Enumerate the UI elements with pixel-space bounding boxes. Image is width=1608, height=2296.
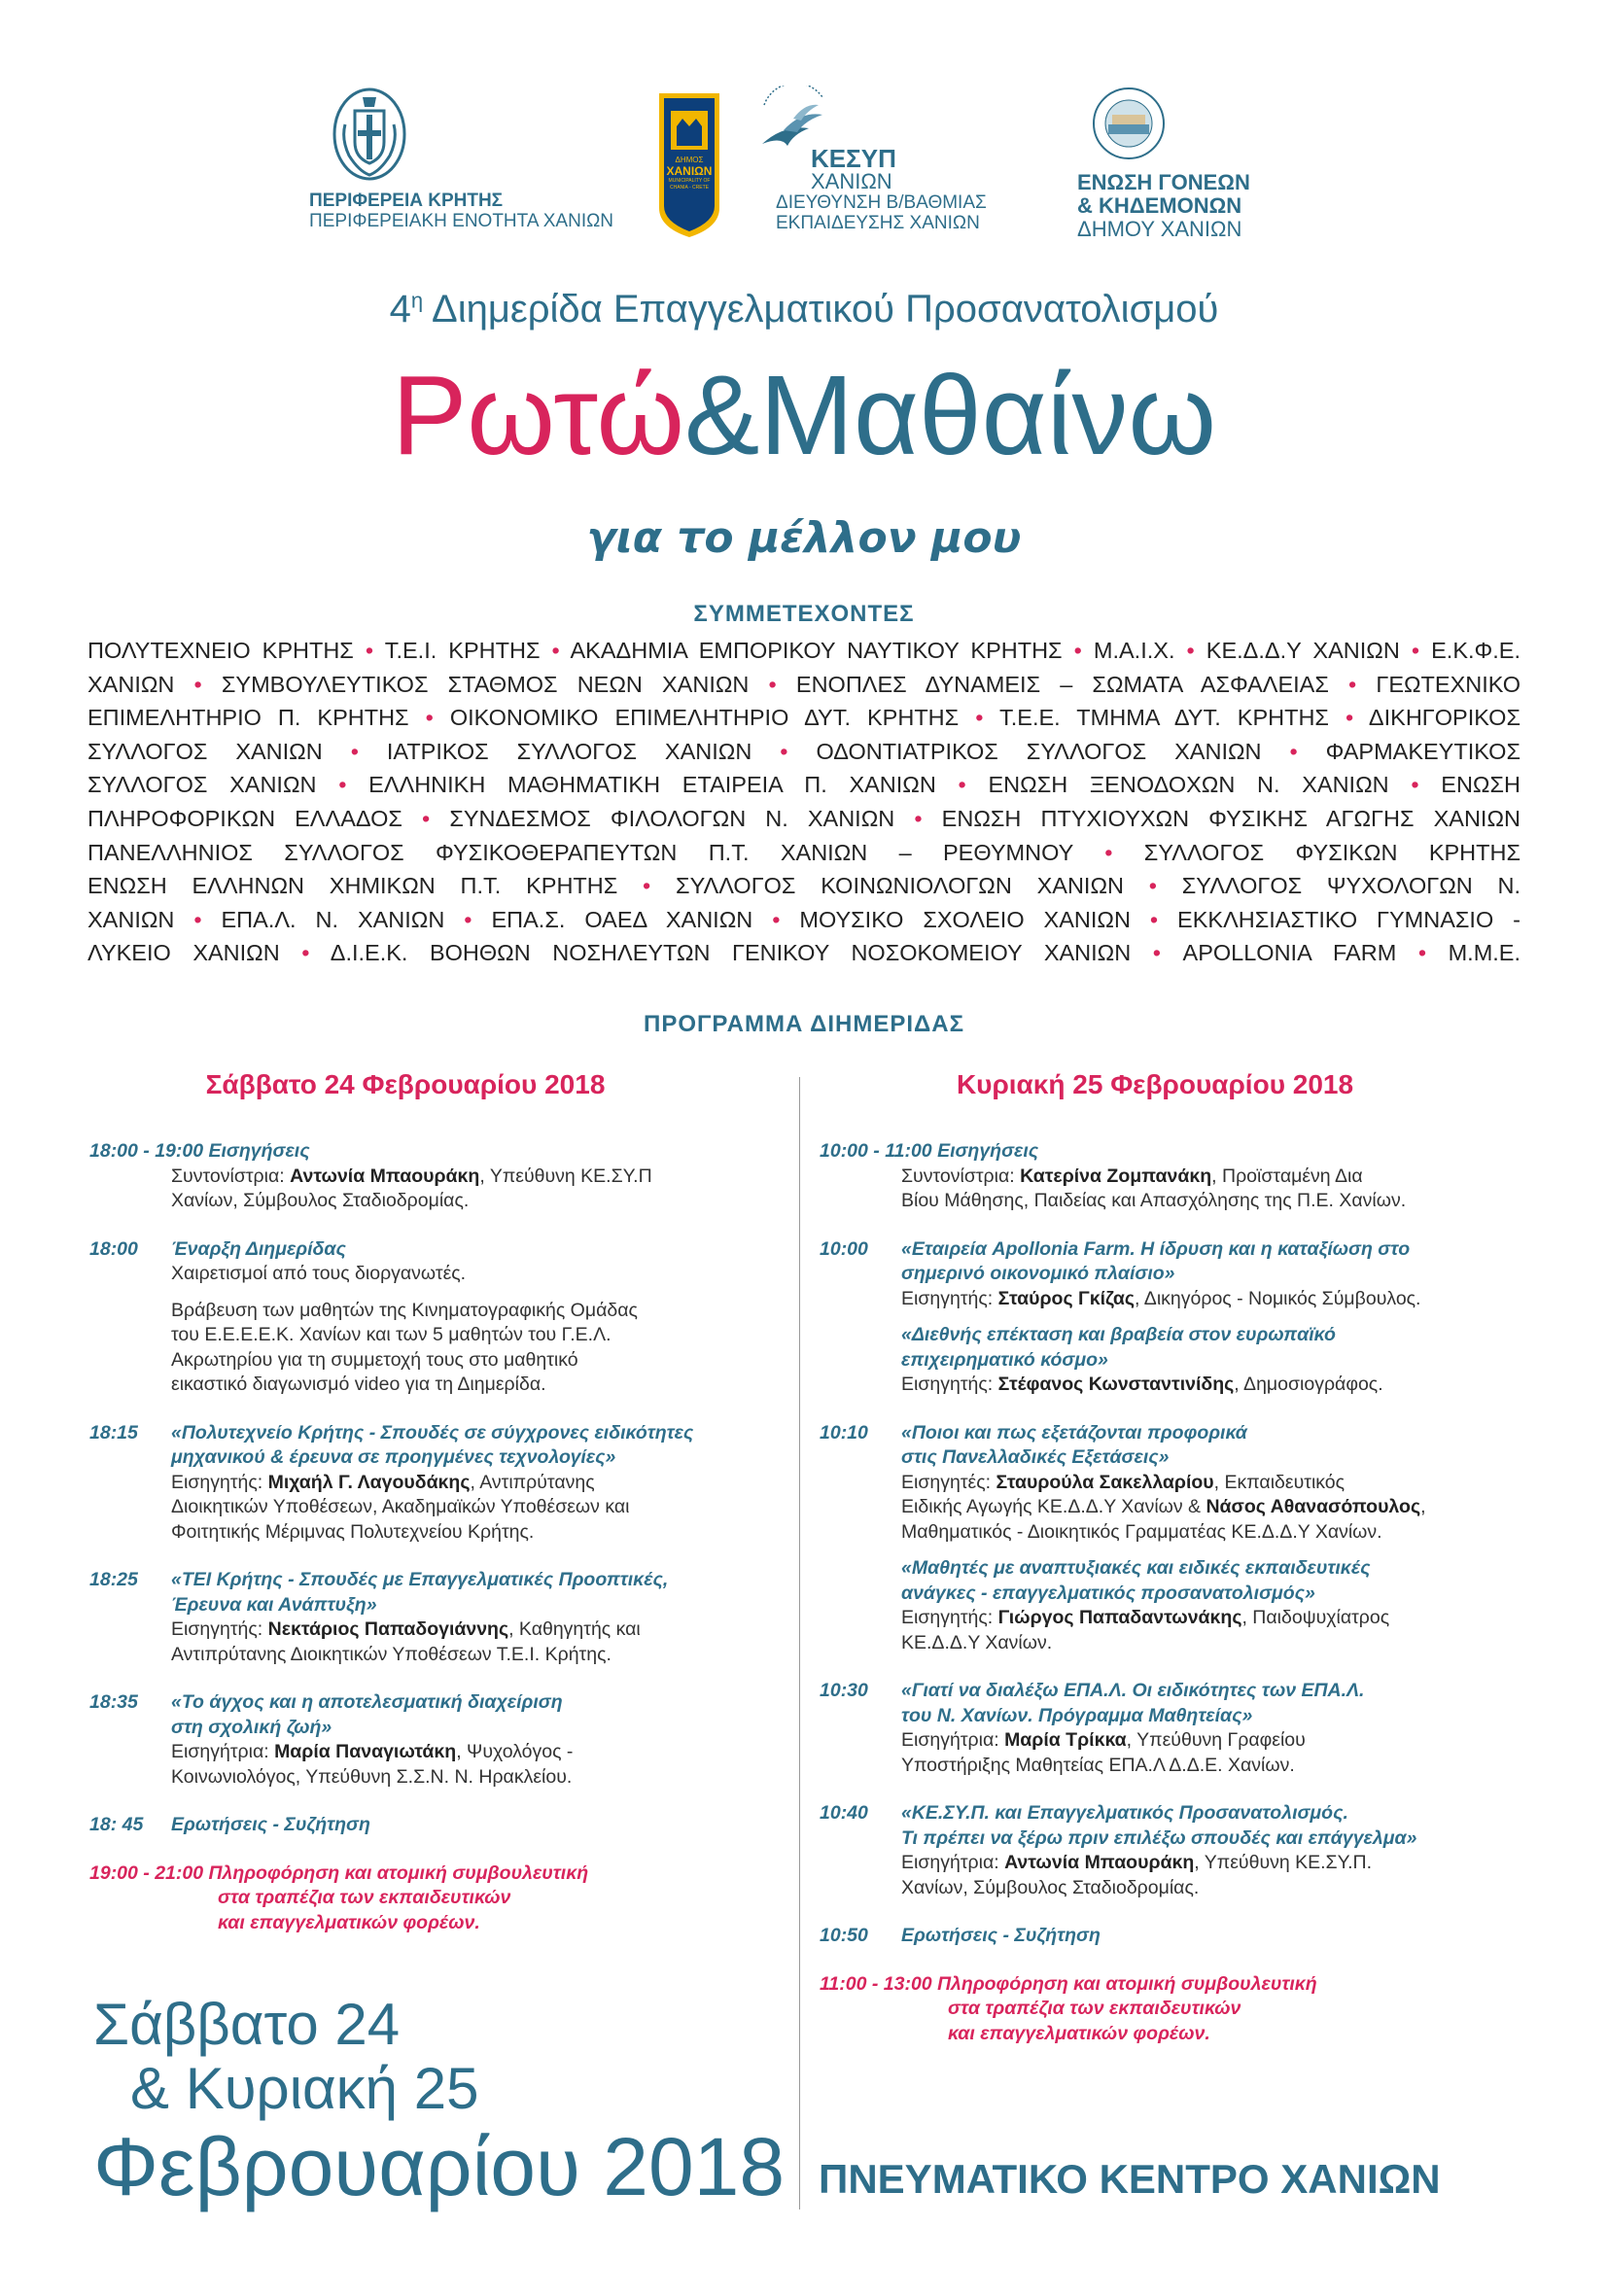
item-title: Έρευνα και Ανάπτυξη»	[171, 1593, 377, 1616]
bullet-separator: •	[464, 906, 472, 932]
item-title: στα τραπέζια των εκπαιδευτικών	[948, 1998, 1241, 2019]
role-label: Εισηγήτρια:	[901, 1852, 1005, 1873]
bullet-separator: •	[1411, 772, 1419, 798]
bullet-separator: •	[1186, 638, 1195, 663]
program-item	[820, 1801, 1490, 1900]
greek-coat-of-arms-icon	[332, 86, 407, 183]
bullet-separator: •	[1148, 873, 1157, 899]
program-item	[89, 1568, 721, 1667]
program-item	[820, 1924, 1490, 1949]
item-title: Πληροφόρηση και ατομική συμβουλευτική	[208, 1861, 589, 1884]
bullet-separator: •	[1348, 671, 1357, 697]
item-time: 11:00 - 13:00	[820, 1972, 932, 1995]
role-label: Εισηγητές:	[901, 1471, 996, 1493]
item-title: σημερινό οικονομικό πλαίσιο»	[901, 1263, 1175, 1284]
bullet-separator: •	[1345, 705, 1354, 731]
bullet-separator: •	[421, 805, 431, 831]
bullet-separator: •	[301, 940, 310, 966]
role-label: Εισηγήτρια:	[171, 1741, 275, 1762]
program-item	[820, 1237, 1490, 1398]
item-time: 10:50	[820, 1925, 868, 1946]
item-title: Ερωτήσεις - Συζήτηση	[171, 1814, 370, 1835]
item-title: «Μαθητές με αναπτυξιακές και ειδικές εκπαιδευτικές	[901, 1557, 1371, 1579]
item-title: «Γιατί να διαλέξω ΕΠΑ.Λ. Οι ειδικότητες των ΕΠΑ.Λ.	[901, 1680, 1365, 1701]
speaker-role-cont: Κοινωνιολόγος, Υπεύθυνη Σ.Σ.Ν. Ν. Ηρακλείου.	[171, 1765, 573, 1788]
bullet-separator: •	[1104, 839, 1113, 865]
item-title: Τι πρέπει να ξέρω πριν επιλέξω σπουδές και επάγγελμα»	[901, 1826, 1417, 1849]
speaker-name: Σταύρος Γκίζας	[997, 1287, 1136, 1309]
item-title: Ερωτήσεις - Συζήτηση	[901, 1925, 1101, 1946]
participants-line: ΠΟΛΥΤΕΧΝΕΙΟ ΚΡΗΤΗΣ • Τ.Ε.Ι. ΚΡΗΤΗΣ • ΑΚΑΔΗΜΙΑ ΕΜΠΟΡΙΚΟΥ ΝΑΥΤΙΚΟΥ ΚΡΗΤΗΣ • Μ.Α.Ι.Χ. • ΚΕ.Δ.Δ.Υ ΧΑΝΙΩΝ • Ε.Κ.Φ.Ε.	[87, 638, 1521, 663]
speaker-role-cont: Φοιτητικής Μέριμνας Πολυτεχνείου Κρήτης.	[171, 1520, 535, 1543]
role-label: Εισηγητής:	[901, 1607, 998, 1628]
speaker-role: , Υπεύθυνη Γραφείου	[1126, 1729, 1306, 1751]
speaker-name: Μαρία Παναγιωτάκη	[274, 1741, 457, 1762]
item-time: 18:00	[89, 1237, 138, 1260]
tagline: για το μέλλον μου	[586, 513, 1022, 563]
bullet-separator: •	[1417, 940, 1427, 966]
day1-title: Σάββατο 24 Φεβρουαρίου 2018	[205, 1069, 606, 1099]
event-name: Διημερίδα Επαγγελματικού Προσανατολισμού	[423, 288, 1219, 330]
bullet-separator: •	[1411, 638, 1420, 663]
item-title: στις Πανελλαδικές Εξετάσεις»	[901, 1446, 1170, 1468]
date-line-2: & Κυριακή 25	[130, 2056, 479, 2121]
parents-union-line3: ΔΗΜΟΥ ΧΑΝΙΩΝ	[1077, 217, 1242, 241]
chania-name: ΧΑΝΙΩΝ	[666, 164, 713, 178]
speaker-role: , Υπεύθυνη ΚΕ.ΣΥ.Π	[479, 1165, 652, 1187]
item-title: «Πολυτεχνείο Κρήτης - Σπουδές σε σύγχρονες ειδικότητες	[171, 1421, 694, 1444]
participants-list	[87, 634, 1521, 970]
speaker-role: ,	[1420, 1496, 1426, 1517]
speaker-name: Αντωνία Μπαουράκη	[290, 1165, 480, 1187]
bullet-separator: •	[768, 671, 777, 697]
item-time: 18:35	[89, 1691, 138, 1713]
speaker-name: Αντωνία Μπαουράκη	[1004, 1852, 1195, 1873]
program-item	[89, 1421, 721, 1546]
speaker-name: Μαρία Τρίκκα	[1004, 1729, 1127, 1751]
date-line-3: Φεβρουαρίου 2018	[93, 2121, 786, 2212]
speaker-name: Κατερίνα Ζομπανάκη	[1020, 1165, 1212, 1187]
item-time: 18:00 - 19:00	[89, 1140, 204, 1162]
item-text: Ακρωτηρίου για τη συμμετοχή τους στο μαθητικό	[171, 1348, 578, 1371]
bullet-separator: •	[193, 906, 202, 932]
bullet-separator: •	[365, 638, 374, 663]
speaker-role: , Υπεύθυνη ΚΕ.ΣΥ.Π.	[1194, 1852, 1373, 1873]
program-item	[89, 1813, 721, 1838]
day1-column	[89, 1069, 721, 1959]
item-title: Εισηγήσεις	[208, 1140, 310, 1162]
program-item	[820, 1972, 1490, 2047]
bullet-separator: •	[780, 738, 788, 764]
bullet-separator: •	[338, 772, 347, 798]
bullet-separator: •	[193, 671, 202, 697]
speaker-role: , Δημοσιογράφος.	[1234, 1374, 1383, 1395]
day2-column	[820, 1069, 1490, 2070]
participants-line: ΠΑΝΕΛΛΗΝΙΟΣ ΣΥΛΛΟΓΟΣ ΦΥΣΙΚΟΘΕΡΑΠΕΥΤΩΝ Π.Τ. ΧΑΝΙΩΝ – ΡΕΘΥΜΝΟΥ • ΣΥΛΛΟΓΟΣ ΦΥΣΙΚΩΝ ΚΡΗΤΗΣ	[87, 839, 1521, 865]
program-item	[89, 1139, 721, 1214]
role-label: Εισηγήτρια:	[901, 1729, 1005, 1751]
speaker-name: Μιχαήλ Γ. Λαγουδάκης	[267, 1471, 471, 1493]
program-item	[820, 1679, 1490, 1778]
speaker-role-cont: Μαθηματικός - Διοικητικός Γραμματέας ΚΕ.Δ.Δ.Υ Χανίων.	[901, 1520, 1382, 1543]
participants-line: ΣΥΛΛΟΓΟΣ ΧΑΝΙΩΝ • ΙΑΤΡΙΚΟΣ ΣΥΛΛΟΓΟΣ ΧΑΝΙΩΝ • ΟΔΟΝΤΙΑΤΡΙΚΟΣ ΣΥΛΛΟΓΟΣ ΧΑΝΙΩΝ • ΦΑΡΜΑΚΕΥΤΙΚΟΣ	[87, 738, 1521, 764]
speaker-role: , Καθηγητής και	[508, 1618, 641, 1640]
item-time: 10:00 - 11:00	[820, 1140, 932, 1162]
crete-unit-name: ΠΕΡΙΦΕΡΕΙΑΚΗ ΕΝΟΤΗΤΑ ΧΑΝΙΩΝ	[309, 211, 614, 231]
item-text: Χαιρετισμοί από τους διοργανωτές.	[171, 1263, 467, 1284]
bullet-separator: •	[914, 805, 923, 831]
chania-dimos: ΔΗΜΟΣ	[675, 156, 704, 164]
participants-heading: ΣΥΜΜΕΤΕΧΟΝΤΕΣ	[693, 601, 915, 627]
bullet-separator: •	[772, 906, 781, 932]
edition-number: 4	[389, 288, 411, 330]
item-title: «Ποιοι και πως εξετάζονται προφορικά	[901, 1421, 1247, 1444]
item-text: εικαστικό διαγωνισμό video για τη Διημερίδα.	[171, 1374, 546, 1395]
speaker-name: Σταυρούλα Σακελλαρίου	[996, 1471, 1214, 1493]
bullet-separator: •	[975, 705, 984, 731]
role-label: Εισηγητής:	[901, 1287, 998, 1309]
role-label: Συντονίστρια:	[171, 1165, 291, 1187]
role-label: Εισηγητής:	[171, 1471, 268, 1493]
participants-line: ΕΝΩΣΗ ΕΛΛΗΝΩΝ ΧΗΜΙΚΩΝ Π.Τ. ΚΡΗΤΗΣ • ΣΥΛΛΟΓΟΣ ΚΟΙΝΩΝΙΟΛΟΓΩΝ ΧΑΝΙΩΝ • ΣΥΛΛΟΓΟΣ ΨΥΧΟΛΟΓΩΝ Ν.	[87, 873, 1521, 899]
program-heading: ΠΡΟΓΡΑΜΜΑ ΔΙΗΜΕΡΙΔΑΣ	[644, 1011, 964, 1037]
chania-municipality-logo	[657, 91, 721, 239]
chania-shield-text	[664, 156, 715, 191]
item-title: στα τραπέζια των εκπαιδευτικών	[218, 1887, 511, 1908]
item-title: «ΤΕΙ Κρήτης - Σπουδές με Επαγγελματικές Προοπτικές,	[171, 1569, 669, 1590]
event-dates	[93, 1993, 785, 2212]
speaker-role-cont: Διοικητικών Υποθέσεων, Ακαδημαϊκών Υποθέσεων και	[171, 1496, 630, 1517]
role-label: Εισηγητής:	[901, 1374, 998, 1395]
title-part-2: Μαθαίνω	[759, 352, 1217, 478]
item-time: 10:10	[820, 1421, 868, 1444]
speaker-role: , Προϊσταμένη Δια	[1211, 1165, 1363, 1187]
role-label: Εισηγητής:	[171, 1618, 268, 1640]
speaker-role: , Ψυχολόγος -	[456, 1741, 574, 1762]
bullet-separator: •	[643, 873, 651, 899]
edition-suffix: η	[410, 288, 424, 313]
speaker-role: , Αντιπρύτανης	[470, 1471, 595, 1493]
item-title: στη σχολική ζωή»	[171, 1716, 332, 1738]
item-title: επιχειρηματικό κόσμο»	[901, 1348, 1108, 1371]
item-time: 10:40	[820, 1802, 868, 1824]
item-title: «Διεθνής επέκταση και βραβεία στον ευρωπαϊκό	[901, 1324, 1336, 1345]
speaker-name: Νεκτάριος Παπαδογιάννης	[267, 1618, 509, 1640]
participants-line: ΣΥΛΛΟΓΟΣ ΧΑΝΙΩΝ • ΕΛΛΗΝΙΚΗ ΜΑΘΗΜΑΤΙΚΗ ΕΤΑΙΡΕΙΑ Π. ΧΑΝΙΩΝ • ΕΝΩΣΗ ΞΕΝΟΔΟΧΩΝ Ν. ΧΑΝΙΩΝ • ΕΝΩΣΗ	[87, 772, 1521, 798]
item-time: 18:25	[89, 1569, 138, 1590]
item-title: μηχανικού & έρευνα σε προηγμένες τεχνολογίες»	[171, 1446, 616, 1468]
speaker-name: Γιώργος Παπαδαντωνάκης	[997, 1607, 1242, 1628]
bullet-separator: •	[425, 705, 434, 731]
program-item	[89, 1690, 721, 1790]
item-text: Βράβευση των μαθητών της Κινηματογραφικής Ομάδας	[171, 1299, 638, 1321]
participants-line: ΧΑΝΙΩΝ • ΣΥΜΒΟΥΛΕΥΤΙΚΟΣ ΣΤΑΘΜΟΣ ΝΕΩΝ ΧΑΝΙΩΝ • ΕΝΟΠΛΕΣ ΔΥΝΑΜΕΙΣ – ΣΩΜΑΤΑ ΑΣΦΑΛΕΙΑΣ • ΓΕΩΤΕΧΝΙΚΟ	[87, 671, 1521, 697]
speaker-name: Νάσος Αθανασόπουλος	[1206, 1496, 1421, 1517]
kesyp-acronym: ΚΕΣΥΠ	[811, 144, 896, 173]
participants-line: ΕΠΙΜΕΛΗΤΗΡΙΟ Π. ΚΡΗΤΗΣ • ΟΙΚΟΝΟΜΙΚΟ ΕΠΙΜΕΛΗΤΗΡΙΟ ΔΥΤ. ΚΡΗΤΗΣ • Τ.Ε.Ε. ΤΜΗΜΑ ΔΥΤ. ΚΡΗΤΗΣ • ΔΙΚΗΓΟΡΙΚΟΣ	[87, 705, 1521, 731]
item-title: «Εταιρεία Apollonia Farm. Η ίδρυση και η καταξίωση στο	[901, 1237, 1411, 1260]
program-item	[820, 1421, 1490, 1656]
venue: ΠΝΕΥΜΑΤΙΚΟ ΚΕΝΤΡΟ ΧΑΝΙΩΝ	[819, 2156, 1441, 2202]
parents-union-line1: ΕΝΩΣΗ ΓΟΝΕΩΝ	[1077, 170, 1250, 194]
crete-region-name: ΠΕΡΙΦΕΡΕΙΑ ΚΡΗΤΗΣ	[309, 191, 504, 211]
kesyp-city: ΧΑΝΙΩΝ	[811, 169, 892, 193]
participants-line: ΧΑΝΙΩΝ • ΕΠΑ.Λ. Ν. ΧΑΝΙΩΝ • ΕΠΑ.Σ. ΟΑΕΔ ΧΑΝΙΩΝ • ΜΟΥΣΙΚΟ ΣΧΟΛΕΙΟ ΧΑΝΙΩΝ • ΕΚΚΛΗΣΙΑΣΤΙΚΟ ΓΥΜΝΑΣΙΟ -	[87, 906, 1521, 932]
program-item	[820, 1139, 1490, 1214]
kesyp-directorate-2: ΕΚΠΑΙΔΕΥΣΗΣ ΧΑΝΙΩΝ	[776, 213, 980, 233]
speaker-role-cont: Αντιπρύτανης Διοικητικών Υποθέσεων Τ.Ε.Ι. Κρήτης.	[171, 1643, 612, 1665]
main-title	[0, 352, 1608, 478]
crete-region-logo	[309, 86, 620, 231]
item-time: 10:00	[820, 1237, 868, 1260]
program-item	[89, 1237, 721, 1398]
speaker-role-cont: ΚΕ.Δ.Δ.Υ Χανίων.	[901, 1631, 1053, 1653]
item-time: 18:15	[89, 1421, 138, 1444]
kesyp-directorate-1: ΔΙΕΥΘΥΝΣΗ Β/ΒΑΘΜΙΑΣ	[776, 192, 987, 213]
date-line-1: Σάββατο 24	[93, 1992, 401, 2057]
parents-union-line2: & ΚΗΔΕΜΟΝΩΝ	[1077, 193, 1242, 218]
item-title: του Ν. Χανίων. Πρόγραμμα Μαθητείας»	[901, 1704, 1253, 1726]
speaker-role: Ειδικής Αγωγής ΚΕ.Δ.Δ.Υ Χανίων &	[901, 1496, 1206, 1517]
speaker-role-cont: Χανίων, Σύμβουλος Σταδιοδρομίας.	[901, 1876, 1200, 1898]
item-time: 18: 45	[89, 1814, 144, 1835]
item-title: Εισηγήσεις	[937, 1140, 1039, 1162]
bullet-separator: •	[1152, 940, 1161, 966]
bullet-separator: •	[350, 738, 359, 764]
bullet-separator: •	[958, 772, 966, 798]
speaker-role-cont: Βίου Μάθησης, Παιδείας και Απασχόλησης της Π.Ε. Χανίων.	[901, 1190, 1407, 1211]
item-title: Πληροφόρηση και ατομική συμβουλευτική	[937, 1972, 1317, 1995]
bullet-separator: •	[1289, 738, 1298, 764]
bullet-separator: •	[551, 638, 560, 663]
bullet-separator: •	[1073, 638, 1082, 663]
item-text: του Ε.Ε.Ε.Ε.Κ. Χανίων και των 5 μαθητών του Γ.Ε.Λ.	[171, 1324, 612, 1345]
role-label: Συντονίστρια:	[901, 1165, 1021, 1187]
item-time: 19:00 - 21:00	[89, 1861, 204, 1884]
speaker-role: , Δικηγόρος - Νομικός Σύμβουλος.	[1135, 1287, 1421, 1309]
item-title: «ΚΕ.ΣΥ.Π. και Επαγγελματικός Προσανατολισμός.	[901, 1802, 1348, 1824]
logo-bar	[0, 86, 1608, 251]
parents-union-logo	[1077, 86, 1291, 241]
item-time: 10:30	[820, 1680, 868, 1701]
bullet-separator: •	[1149, 906, 1159, 932]
item-title: και επαγγελματικών φορέων.	[948, 2022, 1210, 2044]
item-title: «Το άγχος και η αποτελεσματική διαχείριση	[171, 1691, 563, 1713]
participants-line: ΠΛΗΡΟΦΟΡΙΚΩΝ ΕΛΛΑΔΟΣ • ΣΥΝΔΕΣΜΟΣ ΦΙΛΟΛΟΓΩΝ Ν. ΧΑΝΙΩΝ • ΕΝΩΣΗ ΠΤΥΧΙΟΥΧΩΝ ΦΥΣΙΚΗΣ ΑΓΩΓΗΣ ΧΑΝΙΩΝ	[87, 805, 1521, 831]
item-title: ανάγκες - επαγγελματικός προσανατολισμός»	[901, 1582, 1315, 1604]
chania-latin: MUNICIPALITY OF CHANIA - CRETE	[668, 178, 711, 191]
day2-title: Κυριακή 25 Φεβρουαρίου 2018	[956, 1069, 1354, 1099]
program-item	[89, 1861, 721, 1936]
event-subtitle	[0, 288, 1608, 331]
item-title: και επαγγελματικών φορέων.	[218, 1911, 480, 1933]
item-title: Έναρξη Διημερίδας	[171, 1237, 346, 1260]
speaker-role-cont: Χανίων, Σύμβουλος Σταδιοδρομίας.	[171, 1190, 470, 1211]
speaker-role-cont: Υποστήριξης Μαθητείας ΕΠΑ.Λ Δ.Δ.Ε. Χανίων.	[901, 1754, 1295, 1776]
title-part-1: Ρωτώ	[391, 352, 685, 478]
column-divider	[799, 1077, 800, 2209]
speaker-role: , Εκπαιδευτικός	[1213, 1471, 1346, 1493]
speaker-name: Στέφανος Κωνσταντινίδης	[997, 1374, 1235, 1395]
title-ampersand: &	[684, 352, 760, 478]
participants-line: ΛΥΚΕΙΟ ΧΑΝΙΩΝ • Δ.Ι.Ε.Κ. ΒΟΗΘΩΝ ΝΟΣΗΛΕΥΤΩΝ ΓΕΝΙΚΟΥ ΝΟΣΟΚΟΜΕΙΟΥ ΧΑΝΙΩΝ • APOLLONIA FARM • Μ.Μ.Ε.	[87, 940, 1521, 966]
parents-union-seal-icon	[1091, 86, 1167, 161]
speaker-role: , Παιδοψυχίατρος	[1241, 1607, 1390, 1628]
